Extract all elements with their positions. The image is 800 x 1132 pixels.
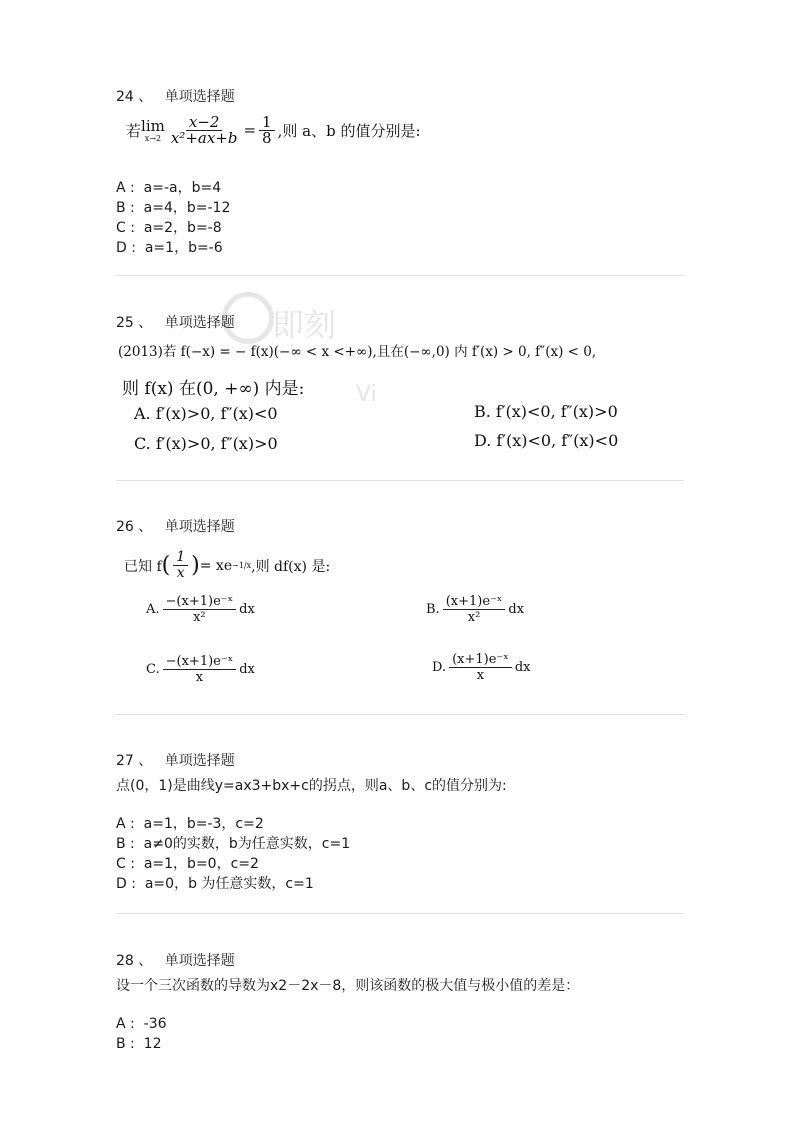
option-d[interactable]: D : a=1，b=-6 [116,240,223,256]
option-fraction [443,594,506,625]
stem-prefix: 已知 f [124,558,162,575]
dx-label: dx [508,602,525,617]
question-type: 单项选择题 [164,753,235,769]
option-d[interactable]: D : a=0，b 为任意实数，c=1 [116,876,314,892]
question-header [116,752,686,770]
option-b[interactable]: B. f′(x)<0, f″(x)>0 [474,402,618,421]
question-image-stem [116,338,686,466]
dx-label: dx [239,602,255,617]
rhs-fraction [259,112,275,147]
question-header [116,88,686,106]
option-c[interactable]: C : a=1，b=0，c=2 [116,856,259,872]
question-stem: 点(0，1)是曲线y=ax3+bx+c的拐点，则a、b、c的值分别为: [116,778,507,794]
option-a[interactable]: A : a=-a，b=4 [116,180,222,196]
stem-line-2: 则 f(x) 在(0, +∞) 内是: [122,379,305,399]
fraction-numerator: −(x+1)e⁻ˣ [163,594,237,610]
stem-prefix: 若 [126,121,142,140]
question-header [116,314,686,332]
option-fraction [163,654,237,685]
fraction-denominator: x [176,565,185,581]
fraction-numerator: x−2 [186,115,223,131]
limit-fraction [168,112,241,147]
watermark-text: Vi [356,382,377,407]
question-header [116,518,686,536]
separator [116,714,684,715]
watermark-text: 即刻 [272,306,337,344]
fraction-numerator: −(x+1)e⁻ˣ [163,654,237,670]
stem-line-1: (2013)若 f(−x) = − f(x)(−∞ < x <+∞),且在(−∞,0) 内 f′(x) > 0, f″(x) < 0, [118,344,597,360]
option-label: D. [432,660,447,675]
option-b[interactable]: B : a≠0的实数，b为任意实数，c=1 [116,836,351,852]
question-type: 单项选择题 [164,89,235,105]
question-image-stem [116,548,686,698]
question-number: 28 、 [116,953,153,969]
option-label: B. [426,602,440,617]
question-stem: 设一个三次函数的导数为x2－2x－8，则该函数的极大值与极小值的差是： [116,978,580,994]
option-d[interactable]: D. f′(x)<0, f″(x)<0 [474,431,619,450]
question-27 [116,752,686,894]
question-type: 单项选择题 [164,315,235,331]
question-number: 27 、 [116,753,153,769]
question-type: 单项选择题 [164,953,235,969]
stem-rhs: = xe [199,557,233,574]
option-b[interactable] [426,594,524,625]
option-fraction [449,652,512,683]
fraction-denominator: x² [467,610,481,625]
question-number: 25 、 [116,315,153,331]
fraction-denominator: x²+ax+b [170,128,238,147]
option-label: A. [146,602,160,617]
question-number: 24 、 [116,89,153,105]
dx-label: dx [239,662,255,677]
option-c[interactable]: C. f′(x)>0, f″(x)>0 [134,434,278,453]
option-a[interactable]: A : a=1，b=-3，c=2 [116,816,264,832]
question-25 [116,314,686,332]
option-c[interactable]: C : a=2，b=-8 [116,220,222,236]
exponent: −1/x [232,561,252,570]
fraction-denominator: x [195,670,204,685]
argument-fraction [173,550,188,581]
option-label: C. [146,662,160,677]
separator [116,480,684,481]
dx-label: dx [514,660,531,675]
fraction-denominator: x² [193,610,206,625]
question-header [116,952,686,970]
option-a[interactable]: A. f′(x)>0, f″(x)<0 [134,404,278,423]
option-d[interactable] [432,652,530,683]
option-b[interactable]: B : a=4，b=-12 [116,200,231,216]
separator [116,275,684,276]
fraction-numerator: 1 [259,115,275,131]
lim-subscript: x→2 [144,134,162,143]
option-b[interactable]: B : 12 [116,1036,162,1052]
stem-suffix: ,则 a、b 的值分别是: [277,121,421,140]
option-a[interactable]: A : -36 [116,1016,167,1032]
question-28 [116,952,686,1054]
question-number: 26 、 [116,519,153,535]
lim-label: lim [141,117,165,135]
fraction-numerator: (x+1)e⁻ˣ [443,594,506,610]
equals-sign: = [243,121,257,139]
fraction-denominator: x [476,668,485,683]
option-fraction [163,594,237,625]
options-list [116,178,686,258]
question-26 [116,518,686,536]
question-type: 单项选择题 [164,519,235,535]
fraction-denominator: 8 [262,128,272,147]
limit-expression [141,117,165,143]
option-c[interactable] [146,654,255,685]
stem-suffix: ,则 df(x) 是: [251,558,331,575]
question-24 [116,88,686,106]
fraction-numerator: (x+1)e⁻ˣ [449,652,512,668]
separator [116,913,684,914]
option-a[interactable] [146,594,255,625]
question-image-stem [126,112,421,148]
stem-line: 已知 f ( $\frac{1}{x}$ ) = xe −1/x ,则 df(x) 是: [124,549,331,581]
fraction-numerator: 1 [173,550,188,566]
